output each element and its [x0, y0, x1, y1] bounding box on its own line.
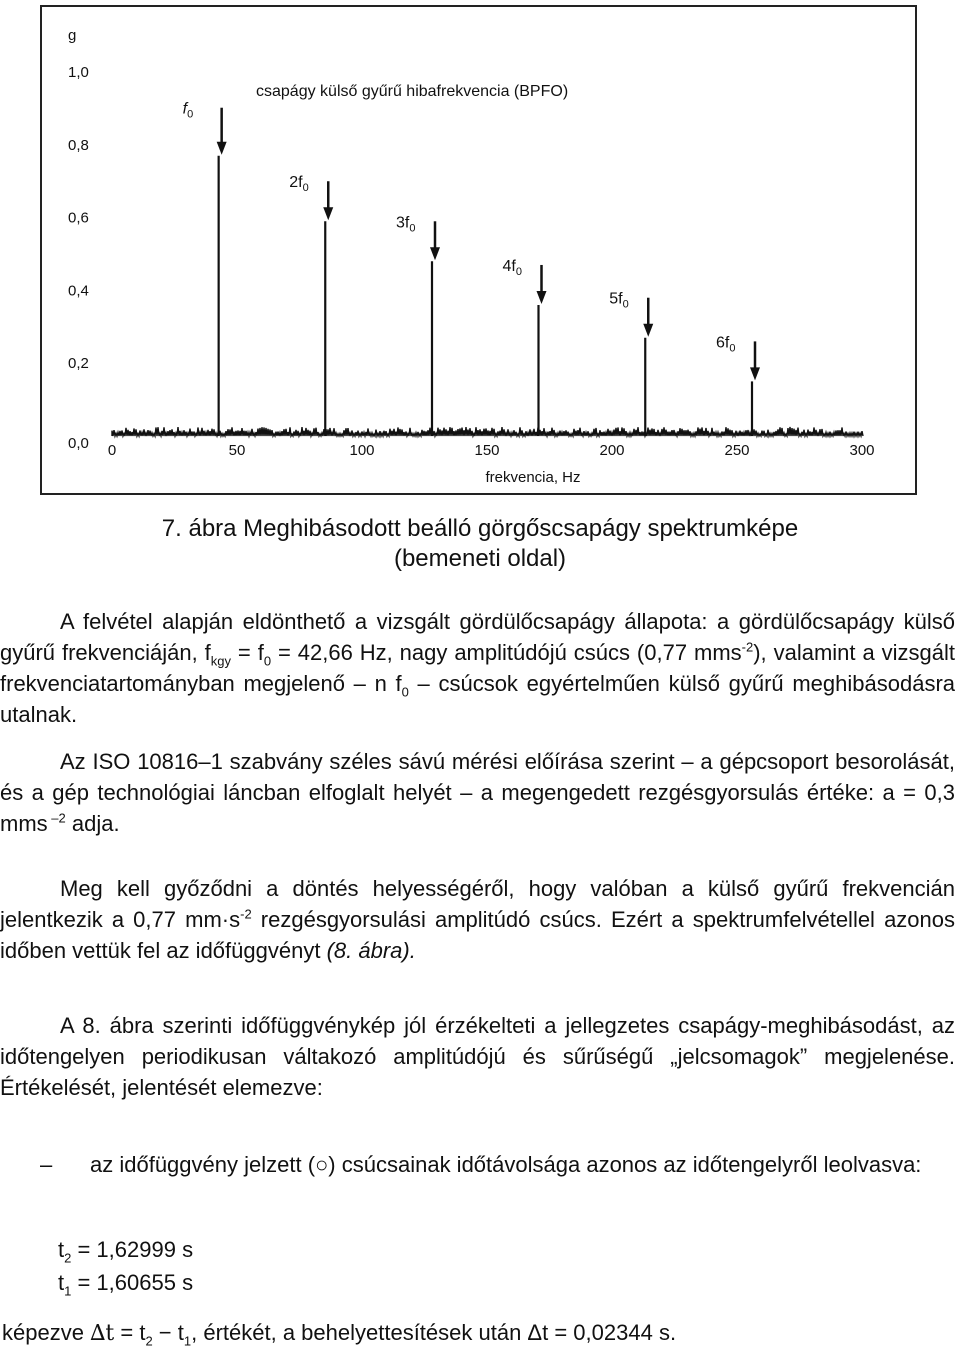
- x-tick-label: 100: [349, 442, 375, 459]
- final-delta: ∆t: [90, 1321, 115, 1346]
- y-tick-label: 0,8: [68, 136, 89, 154]
- p1-sub-n: 0: [401, 684, 409, 700]
- list-dash: –: [40, 1152, 53, 1177]
- t2-line: [58, 1235, 193, 1265]
- spectrum-figure: [40, 5, 917, 495]
- p1-sub-kgy: kgy: [210, 653, 231, 669]
- final-sub-1: 1: [183, 1333, 192, 1349]
- peak-arrow-head: [750, 367, 760, 380]
- y-tick-label: 1,0: [68, 64, 89, 81]
- peak-label: $6f_0$: [716, 334, 736, 355]
- p2-sup: –2: [47, 810, 66, 826]
- p1-text-a: A felvétel alapján eldönthető a vizsgált gördülőcsapágy állapota: a gördülőcsapágy külső gyűrű frekvenciáján, f: [0, 609, 955, 665]
- p1-text-c: = 42,66 Hz, nagy amplitúdójú csúcs (0,77 mms: [271, 640, 742, 665]
- y-tick-label: 0,4: [68, 282, 89, 300]
- t1-line: [58, 1268, 193, 1298]
- peak-arrow-head: [643, 324, 653, 337]
- x-tick-label: 150: [474, 442, 500, 459]
- list-item: [30, 1149, 955, 1180]
- peak-label: $4f_0$: [502, 257, 522, 278]
- p1-sup: -2: [741, 639, 754, 655]
- peak-label: $2f_0$: [289, 174, 309, 195]
- list-item-text: az időfüggvény jelzett (○) csúcsainak időtávolsága azonos az időtengelyről leolvasva:: [90, 1152, 922, 1177]
- x-tick-label: 0: [107, 442, 117, 459]
- x-tick-label: 250: [724, 442, 750, 459]
- t1-value: = 1,60655 s: [71, 1270, 194, 1295]
- t1-symbol: t: [58, 1270, 65, 1295]
- x-axis-label: frekvencia, Hz: [485, 469, 581, 486]
- p4-text: A 8. ábra szerinti időfüggvénykép jól érzékelteti a jellegzetes csapágy-meghibásodást, az időtengelyen periodikusan váltakozó amplitúdójú és sűrűségű „jelcsomagok” megjelenése. Értékelését, jelentését elemezve:: [0, 1013, 955, 1100]
- final-eq: = t: [114, 1320, 146, 1345]
- paragraph-1: [0, 606, 955, 730]
- peak-label: $3f_0$: [396, 214, 416, 235]
- p1-text-b: = f: [230, 640, 264, 665]
- final-minus: − t: [152, 1320, 184, 1345]
- t2-sub: 2: [64, 1250, 72, 1266]
- t2-symbol: t: [58, 1237, 65, 1262]
- x-tick-label: 50: [228, 442, 246, 459]
- x-tick-label: 200: [599, 442, 625, 459]
- final-line: [2, 1318, 676, 1349]
- p2-text-b: adja.: [65, 811, 120, 836]
- p1-text-e: – csúcsok egyértelműen külső gyűrű meghibásodásra utalnak.: [0, 671, 956, 727]
- y-tick-label: 0,2: [68, 355, 89, 373]
- y-axis-label: g: [68, 27, 77, 44]
- t2-value: = 1,62999 s: [71, 1237, 194, 1262]
- x-tick-label: 300: [849, 442, 875, 459]
- spectrum-noise-floor: [112, 427, 863, 436]
- y-tick-label: 0,0: [68, 435, 89, 452]
- peak-arrow-head: [537, 291, 547, 304]
- chart-title: csapágy külső gyűrű hibafrekvencia (BPFO): [256, 83, 569, 100]
- peak-arrow-head: [323, 207, 333, 220]
- final-text-b: , értékét, a behelyettesítések után Δt = 0,02344 s.: [191, 1320, 677, 1345]
- peak-label: $f_0$: [182, 100, 194, 121]
- p3-text-a: Meg kell győződni a döntés helyességéről, hogy valóban a külső gyűrű frekvencián jelentkezik a 0,77 mm·s: [0, 876, 955, 932]
- paragraph-2: [0, 746, 955, 839]
- paragraph-4: [0, 1010, 955, 1103]
- p2-text-a: Az ISO 10816–1 szabvány széles sávú mérési előírása szerint – a gépcsoport besorolását, és a gép technológiai láncban elfoglalt helyét – a megengedett rezgésgyorsulás értéke: a = 0,3 mms: [0, 749, 955, 836]
- caption-line-2: (bemeneti oldal): [393, 545, 567, 572]
- paragraph-3: [0, 873, 955, 966]
- p3-figure-ref: (8. ábra).: [326, 938, 416, 963]
- spectrum-chart: [42, 7, 915, 493]
- caption-line-1: 7. ábra Meghibásodott beálló görgőscsapágy spektrumképe: [161, 515, 799, 542]
- final-text-a: képezve: [2, 1320, 91, 1345]
- t1-sub: 1: [64, 1283, 72, 1299]
- final-sub-2: 2: [145, 1333, 153, 1349]
- p1-text-d: ), valamint a vizsgált frekvenciatartományban megjelenő – n f: [0, 640, 955, 696]
- p1-sub-0: 0: [263, 653, 272, 669]
- peak-arrow-head: [430, 247, 440, 260]
- p3-text-b: rezgésgyorsulási amplitúdó csúcs. Ezért a spektrumfelvétellel azonos időben vettük fel az időfüggvényt: [0, 907, 956, 963]
- figure-caption: [0, 514, 960, 574]
- p3-sup: -2: [240, 906, 252, 922]
- y-tick-label: 0,6: [68, 209, 89, 227]
- peak-label: $5f_0$: [609, 290, 629, 311]
- peak-arrow-head: [217, 142, 227, 155]
